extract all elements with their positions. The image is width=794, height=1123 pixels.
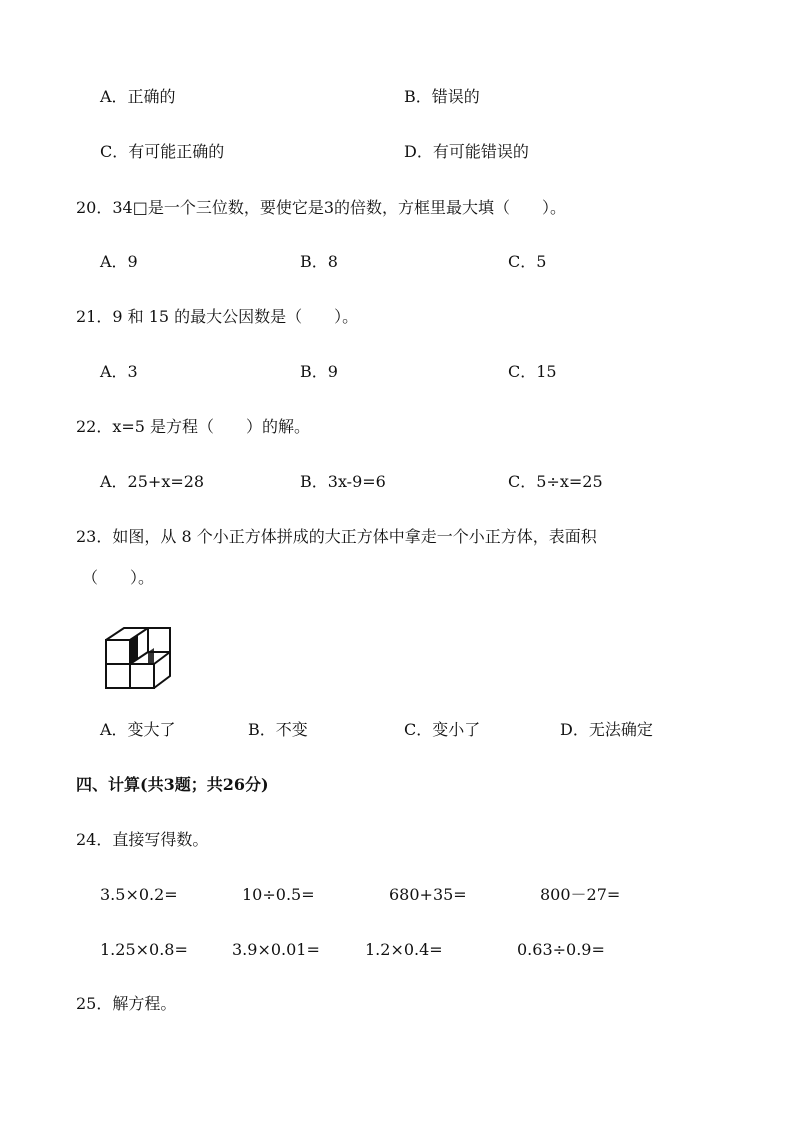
q20-stem: 20．34□是一个三位数，要使它是3的倍数，方框里最大填（ ）。 xyxy=(76,198,567,217)
q22-option-c: C．5÷x=25 xyxy=(508,472,603,491)
q21-option-c: C．15 xyxy=(508,362,557,381)
q24-item: 680+35= xyxy=(389,885,467,904)
q23-stem-line2: （ ）。 xyxy=(82,568,155,587)
q23-option-d: D．无法确定 xyxy=(560,720,653,739)
q24-item: 3.9×0.01= xyxy=(232,940,320,959)
q24-item: 10÷0.5= xyxy=(242,885,315,904)
cube-figure xyxy=(104,626,176,690)
q22-option-a: A．25+x=28 xyxy=(100,472,205,491)
q19-option-c: C．有可能正确的 xyxy=(100,142,225,161)
q24-item: 3.5×0.2= xyxy=(100,885,178,904)
q19-option-b: B．错误的 xyxy=(404,87,480,106)
cube-face xyxy=(106,640,130,664)
section-heading: 四、计算(共3题；共26分) xyxy=(76,775,269,794)
q24-item: 800－27= xyxy=(540,885,621,904)
q23-option-a: A．变大了 xyxy=(100,720,176,739)
q22-stem: 22．x=5 是方程（ ）的解。 xyxy=(76,417,311,436)
q24-item: 1.2×0.4= xyxy=(365,940,443,959)
cube-face xyxy=(130,664,154,688)
q19-option-d: D．有可能错误的 xyxy=(404,142,529,161)
q20-option-b: B．8 xyxy=(300,252,338,271)
q21-stem: 21．9 和 15 的最大公因数是（ ）。 xyxy=(76,307,359,326)
q23-stem-line1: 23．如图，从 8 个小正方体拼成的大正方体中拿走一个小正方体，表面积 xyxy=(76,527,597,546)
q25-stem: 25．解方程。 xyxy=(76,994,177,1013)
q21-option-b: B．9 xyxy=(300,362,338,381)
q21-option-a: A．3 xyxy=(100,362,138,381)
q24-item: 1.25×0.8= xyxy=(100,940,188,959)
cube-face xyxy=(106,664,130,688)
q23-option-b: B．不变 xyxy=(248,720,308,739)
q23-option-c: C．变小了 xyxy=(404,720,481,739)
q19-option-a: A．正确的 xyxy=(100,87,176,106)
q24-stem: 24．直接写得数。 xyxy=(76,830,209,849)
q24-item: 0.63÷0.9= xyxy=(517,940,605,959)
q22-option-b: B．3x-9=6 xyxy=(300,472,386,491)
q20-option-a: A．9 xyxy=(100,252,138,271)
q20-option-c: C．5 xyxy=(508,252,547,271)
